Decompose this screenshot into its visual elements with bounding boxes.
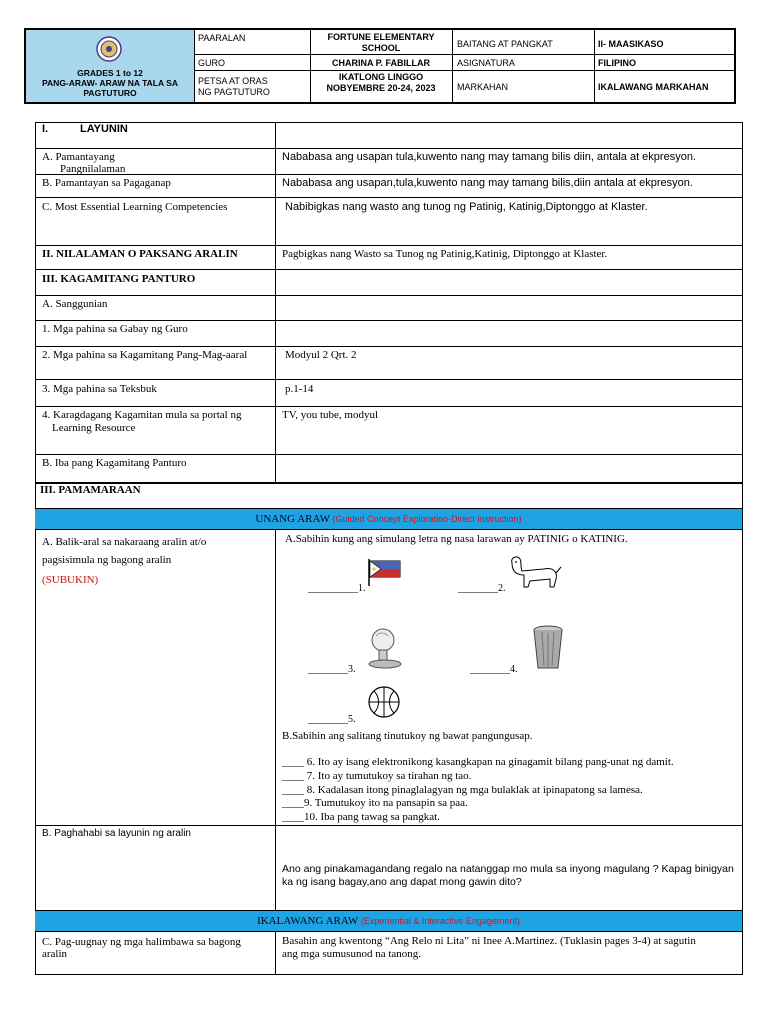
item-8: ____ 8. Kadalasan itong pinaglalagyan ng mga bulaklak at ipinapatong sa lamesa. bbox=[282, 784, 643, 796]
blank-1: __________1. bbox=[308, 583, 366, 594]
petsa-label-2: NG PAGTUTURO bbox=[198, 87, 270, 97]
item-6: ____ 6. Ito ay isang elektronikong kasangkapan na ginagamit bilang pang-unat ng damit. bbox=[282, 756, 674, 768]
day1-band bbox=[35, 508, 742, 530]
guro-label: GURO bbox=[198, 58, 225, 68]
pag-uugnay-value-1: Basahin ang kwentong “Ang Relo ni Lita” ni Inee A.Martinez. (Tuklasin pages 3-4) at sagutin bbox=[282, 935, 696, 947]
nilalaman-value: Pagbigkas nang Wasto sa Tunog ng Patinig,Katinig, Diptonggo at Klaster. bbox=[282, 248, 608, 260]
teksbuk-value: p.1-14 bbox=[285, 383, 314, 395]
pagaganap-value: Nababasa ang usapan,tula,kuwento nang may tamang bilis,diin antala at ekpresyon. bbox=[282, 177, 693, 189]
markahan-label: MARKAHAN bbox=[457, 82, 509, 92]
portal-label-2: Learning Resource bbox=[52, 422, 136, 434]
paghahabi-question-1: Ano ang pinakamagandang regalo na natanggap mo mula sa inyong magulang ? Kapag binigyan bbox=[282, 863, 734, 875]
paghahabi-label: B. Paghahabi sa layunin ng aralin bbox=[42, 828, 191, 839]
kagamitan-label: III. KAGAMITANG PANTURO bbox=[42, 273, 196, 285]
flag-picture bbox=[366, 557, 402, 587]
pag-uugnay-value-2: ang mga sumusunod na tanong. bbox=[282, 948, 422, 960]
pang-mag-aaral-label: 2. Mga pahina sa Kagamitang Pang-Mag-aaral bbox=[42, 349, 248, 361]
day2-title: IKALAWANG ARAW bbox=[257, 915, 359, 927]
blank-4: ________4. bbox=[470, 664, 518, 675]
day1-subtitle: (Guided Concept Exploration-Direct Instruction) bbox=[332, 514, 522, 524]
blank-5: ________5. bbox=[308, 714, 356, 725]
lamp-picture bbox=[365, 626, 405, 670]
title-line-1: PANG-ARAW- ARAW NA TALA SA bbox=[42, 78, 178, 88]
nilalaman-label: II. NILALAMAN O PAKSANG ARALIN bbox=[42, 248, 238, 260]
deped-seal-icon bbox=[96, 36, 122, 62]
paaralan-label: PAARALAN bbox=[198, 33, 246, 43]
paaralan-value: FORTUNE ELEMENTARY SCHOOL bbox=[327, 32, 435, 53]
ball-picture bbox=[366, 684, 402, 720]
subukin-label: (SUBUKIN) bbox=[42, 574, 99, 586]
balik-aral-label-2: pagsisimula ng bagong aralin bbox=[42, 554, 172, 566]
day2-band bbox=[35, 910, 742, 932]
petsa-value-1: IKATLONG LINGGO bbox=[338, 72, 424, 82]
pamamaraan-label: III. PAMAMARAAN bbox=[40, 484, 141, 496]
sanggunian-label: A. Sanggunian bbox=[42, 298, 108, 310]
layunin-number: I. bbox=[42, 123, 49, 135]
pag-uugnay-label-1: C. Pag-uugnay ng mga halimbawa sa bagong bbox=[42, 936, 241, 948]
portal-value: TV, you tube, modyul bbox=[282, 409, 379, 421]
melc-label: C. Most Essential Learning Competencies bbox=[42, 201, 228, 213]
part-b-instruction: B.Sabihin ang salitang tinutukoy ng bawat pangungusap. bbox=[282, 730, 533, 742]
blank-2: ________2. bbox=[458, 583, 506, 594]
item-7: ____ 7. Ito ay tumutukoy sa tirahan ng tao. bbox=[282, 770, 472, 782]
header-table bbox=[24, 28, 736, 104]
day2-subtitle: (Experiential & Interactive Engagement) bbox=[360, 916, 520, 926]
asignatura-label: ASIGNATURA bbox=[457, 58, 515, 68]
blank-3: ________3. bbox=[308, 664, 356, 675]
iba-pang-kagamitan-label: B. Iba pang Kagamitang Panturo bbox=[42, 457, 187, 469]
melc-value: Nabibigkas nang wasto ang tunog ng Patinig, Katinig,Diptonggo at Klaster. bbox=[285, 201, 648, 213]
asignatura-value: FILIPINO bbox=[598, 58, 636, 68]
title-line-2: PAGTUTURO bbox=[83, 88, 137, 98]
teksbuk-label: 3. Mga pahina sa Teksbuk bbox=[42, 383, 157, 395]
petsa-value-2: NOBYEMBRE 20-24, 2023 bbox=[326, 83, 436, 93]
portal-label-1: 4. Karagdagang Kagamitan mula sa portal ng bbox=[42, 409, 242, 421]
subukin-instruction: A.Sabihin kung ang simulang letra ng nasa larawan ay PATINIG o KATINIG. bbox=[285, 533, 628, 545]
gabay-guro-label: 1. Mga pahina sa Gabay ng Guro bbox=[42, 323, 188, 335]
trash-bin-picture bbox=[528, 624, 568, 672]
pamantayang-value: Nababasa ang usapan tula,kuwento nang may tamang bilis diin, antala at ekpresyon. bbox=[282, 151, 696, 163]
petsa-label-1: PETSA AT ORAS bbox=[198, 76, 268, 86]
pagaganap-label: B. Pamantayan sa Pagaganap bbox=[42, 177, 171, 189]
day1-title: UNANG ARAW bbox=[255, 513, 330, 525]
pang-mag-aaral-value: Modyul 2 Qrt. 2 bbox=[285, 349, 357, 361]
guro-value: CHARINA P. FABILLAR bbox=[331, 58, 430, 68]
grades-label: GRADES 1 to 12 bbox=[77, 68, 143, 78]
item-9: ____9. Tumutukoy ito na pansapin sa paa. bbox=[282, 797, 468, 809]
baitang-value: II- MAASIKASO bbox=[598, 39, 664, 49]
markahan-value: IKALAWANG MARKAHAN bbox=[598, 82, 709, 92]
balik-aral-label-1: A. Balik-aral sa nakaraang aralin at/o bbox=[42, 536, 207, 548]
pamantayang-label-1: A. Pamantayang bbox=[42, 151, 115, 163]
pag-uugnay-label-2: aralin bbox=[42, 948, 68, 960]
item-10: ____10. Iba pang tawag sa pangkat. bbox=[282, 811, 440, 823]
paghahabi-question-2: ka ng isang bagay,ano ang dapat mong gawin dito? bbox=[282, 876, 522, 888]
baitang-label: BAITANG AT PANGKAT bbox=[457, 39, 553, 49]
dog-picture bbox=[506, 553, 562, 589]
pamantayang-label-2: Pangnilalaman bbox=[60, 163, 126, 175]
layunin-heading: LAYUNIN bbox=[80, 123, 128, 135]
